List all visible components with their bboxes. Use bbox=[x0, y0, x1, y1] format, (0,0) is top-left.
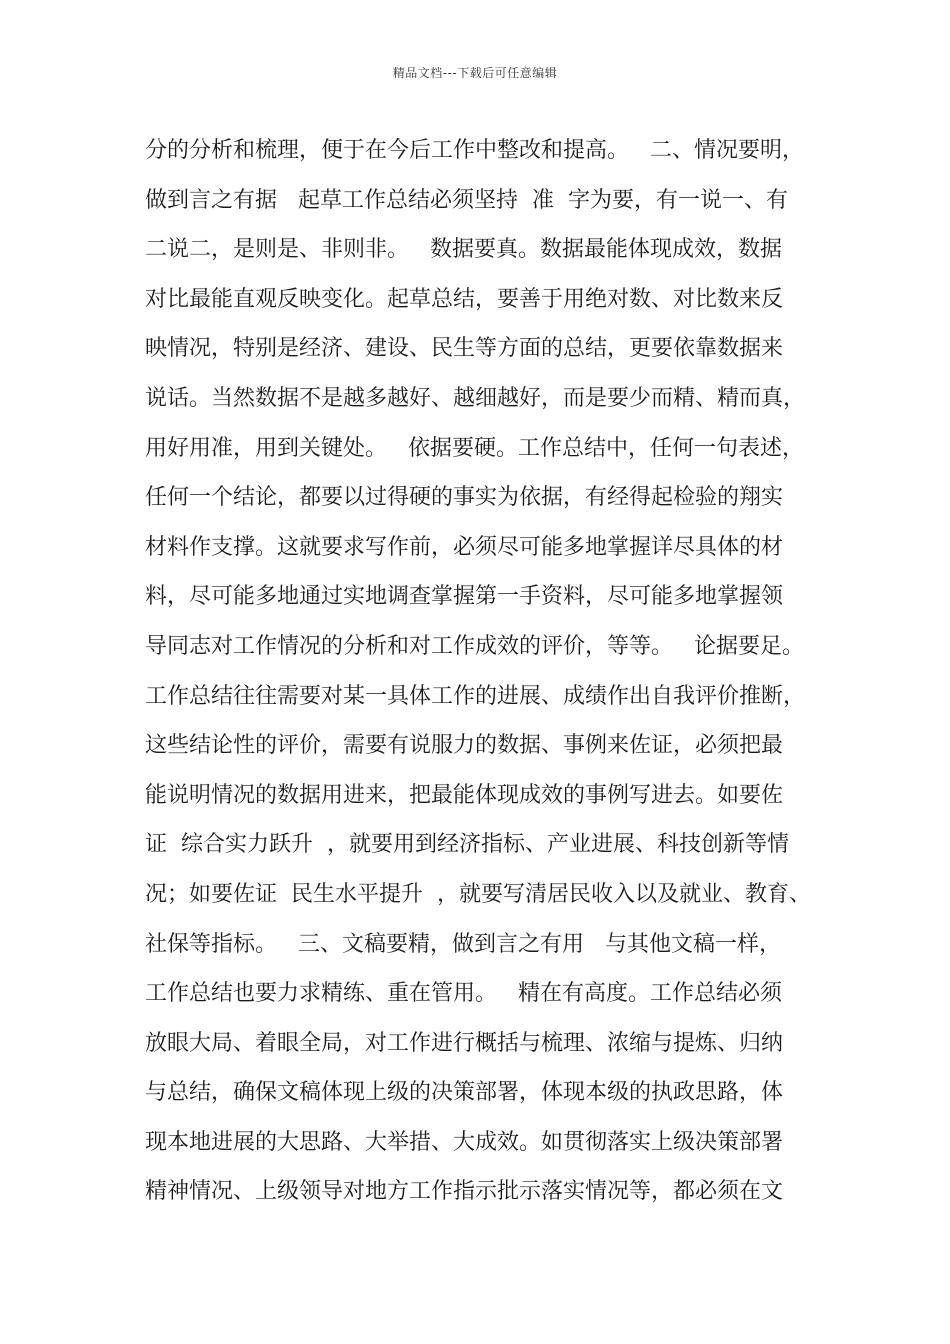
text-line: 任何一个结论，都要以过得硬的事实为依据，有经得起检验的翔实 bbox=[145, 485, 784, 511]
text-line: 现本地进展的大思路、大举措、大成效。如贯彻落实上级决策部署 bbox=[145, 1129, 784, 1155]
text-line: 精神情况、上级领导对地方工作指示批示落实情况等，都必须在文 bbox=[145, 1179, 784, 1205]
text-line: 工作总结也要力求精练、重在管用。 精在有高度。工作总结必须 bbox=[145, 981, 782, 1007]
text-line: 二说二，是则是、非则非。 数据要真。数据最能体现成效，数据 bbox=[145, 237, 782, 263]
text-line: 对比最能直观反映变化。起草总结，要善于用绝对数、对比数来反 bbox=[145, 286, 784, 312]
text-line: 与总结，确保文稿体现上级的决策部署，体现本级的执政思路，体 bbox=[145, 1080, 784, 1106]
page-header: 精品文档---下载后可任意编辑 bbox=[392, 66, 558, 80]
text-line: 做到言之有据 起草工作总结必须坚持 准 字为要，有一说一、有 bbox=[145, 187, 788, 213]
text-line: 工作总结往往需要对某一具体工作的进展、成绩作出自我评价推断， bbox=[145, 683, 806, 709]
text-line: 料，尽可能多地通过实地调查掌握第一手资料，尽可能多地掌握领 bbox=[145, 584, 784, 610]
text-line: 分的分析和梳理，便于在今后工作中整改和提高。 二、情况要明， bbox=[145, 138, 804, 163]
text-line: 能说明情况的数据用进来，把最能体现成效的事例写进去。如要佐 bbox=[145, 782, 784, 808]
text-line: 映情况，特别是经济、建设、民生等方面的总结，更要依靠数据来 bbox=[145, 336, 784, 362]
text-line: 这些结论性的评价，需要有说服力的数据、事例来佐证，必须把最 bbox=[145, 733, 784, 759]
text-line: 社保等指标。 三、文稿要精，做到言之有用 与其他文稿一样， bbox=[145, 931, 781, 957]
text-line: 导同志对工作情况的分析和对工作成效的评价，等等。 论据要足。 bbox=[145, 633, 804, 659]
text-line: 证 综合实力跃升 ，就要用到经济指标、产业进展、科技创新等情 bbox=[145, 832, 789, 858]
text-line: 放眼大局、着眼全局，对工作进行概括与梳理、浓缩与提炼、归纳 bbox=[145, 1030, 784, 1056]
body-text bbox=[145, 131, 835, 1222]
text-line: 材料作支撑。这就要求写作前，必须尽可能多地掌握详尽具体的材 bbox=[145, 534, 784, 560]
text-line: 况；如要佐证 民生水平提升 ，就要写清居民收入以及就业、教育、 bbox=[145, 881, 811, 907]
text-line: 用好用准，用到关键处。 依据要硬。工作总结中，任何一句表述， bbox=[145, 435, 804, 461]
text-line: 说话。当然数据不是越多越好、越细越好，而是要少而精、精而真， bbox=[145, 385, 806, 411]
